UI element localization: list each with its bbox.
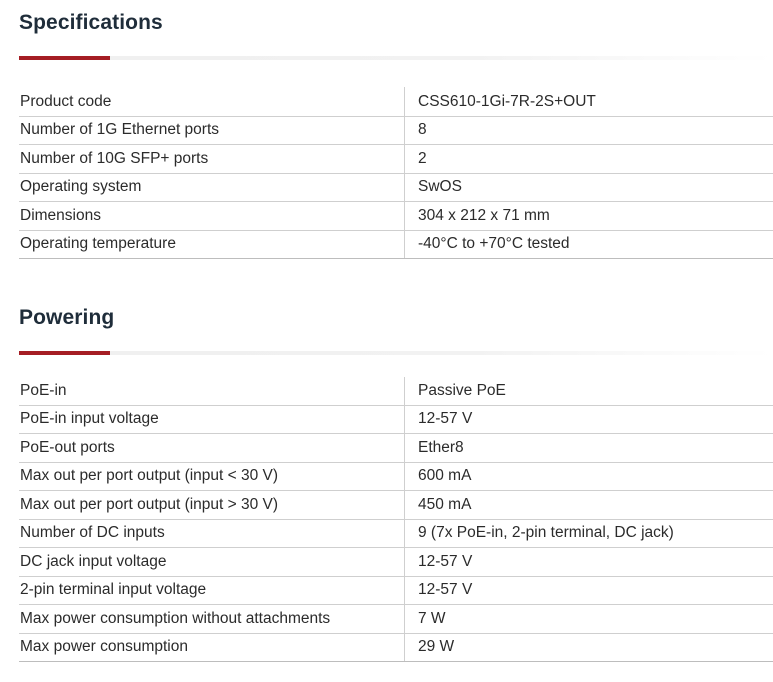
powering-section — [19, 305, 773, 675]
table-row — [19, 173, 773, 202]
spec-value: 600 mA — [405, 462, 773, 491]
table-row — [19, 88, 773, 117]
table-row — [19, 377, 773, 405]
spec-value: SwOS — [405, 173, 773, 202]
spec-label: 2-pin terminal input voltage — [19, 576, 405, 605]
spec-value: 8 — [405, 116, 773, 145]
spec-value: 304 x 212 x 71 mm — [405, 202, 773, 231]
spec-value: -40°C to +70°C tested — [405, 230, 773, 259]
spec-label: Max out per port output (input > 30 V) — [19, 491, 405, 520]
spec-label: Operating system — [19, 173, 405, 202]
specifications-table — [19, 87, 773, 259]
table-row — [19, 548, 773, 577]
spec-label: Max power consumption without attachments — [19, 605, 405, 634]
table-row — [19, 519, 773, 548]
table-row — [19, 491, 773, 520]
section-title: Specifications — [19, 11, 163, 34]
table-row — [19, 462, 773, 491]
spec-label: Dimensions — [19, 202, 405, 231]
spec-label: Product code — [19, 88, 405, 117]
table-row — [19, 145, 773, 174]
spec-value: 2 — [405, 145, 773, 174]
spec-value: 9 (7x PoE-in, 2-pin terminal, DC jack) — [405, 519, 773, 548]
spec-value: 12-57 V — [405, 576, 773, 605]
table-row — [19, 230, 773, 259]
spec-label: DC jack input voltage — [19, 548, 405, 577]
spec-label: Number of 1G Ethernet ports — [19, 116, 405, 145]
table-row — [19, 576, 773, 605]
table-row — [19, 202, 773, 231]
title-divider — [19, 56, 773, 60]
spec-value: Ether8 — [405, 434, 773, 463]
spec-value: 450 mA — [405, 491, 773, 520]
spec-label: PoE-out ports — [19, 434, 405, 463]
spec-label: Max out per port output (input < 30 V) — [19, 462, 405, 491]
spec-label: PoE-in — [19, 377, 405, 405]
table-row — [19, 633, 773, 662]
spec-value: Passive PoE — [405, 377, 773, 405]
powering-table — [19, 377, 773, 662]
spec-value: 12-57 V — [405, 405, 773, 434]
spec-label: Operating temperature — [19, 230, 405, 259]
spec-label: PoE-in input voltage — [19, 405, 405, 434]
table-row — [19, 605, 773, 634]
table-row — [19, 116, 773, 145]
spec-label: Max power consumption — [19, 633, 405, 662]
spec-value: 29 W — [405, 633, 773, 662]
title-divider — [19, 351, 773, 355]
title-accent-bar — [19, 56, 110, 60]
spec-label: Number of 10G SFP+ ports — [19, 145, 405, 174]
title-accent-bar — [19, 351, 110, 355]
specifications-section — [19, 10, 773, 260]
spec-label: Number of DC inputs — [19, 519, 405, 548]
spec-value: CSS610-1Gi-7R-2S+OUT — [405, 88, 773, 117]
spec-value: 12-57 V — [405, 548, 773, 577]
section-title: Powering — [19, 306, 115, 329]
table-row — [19, 405, 773, 434]
table-row — [19, 434, 773, 463]
spec-value: 7 W — [405, 605, 773, 634]
